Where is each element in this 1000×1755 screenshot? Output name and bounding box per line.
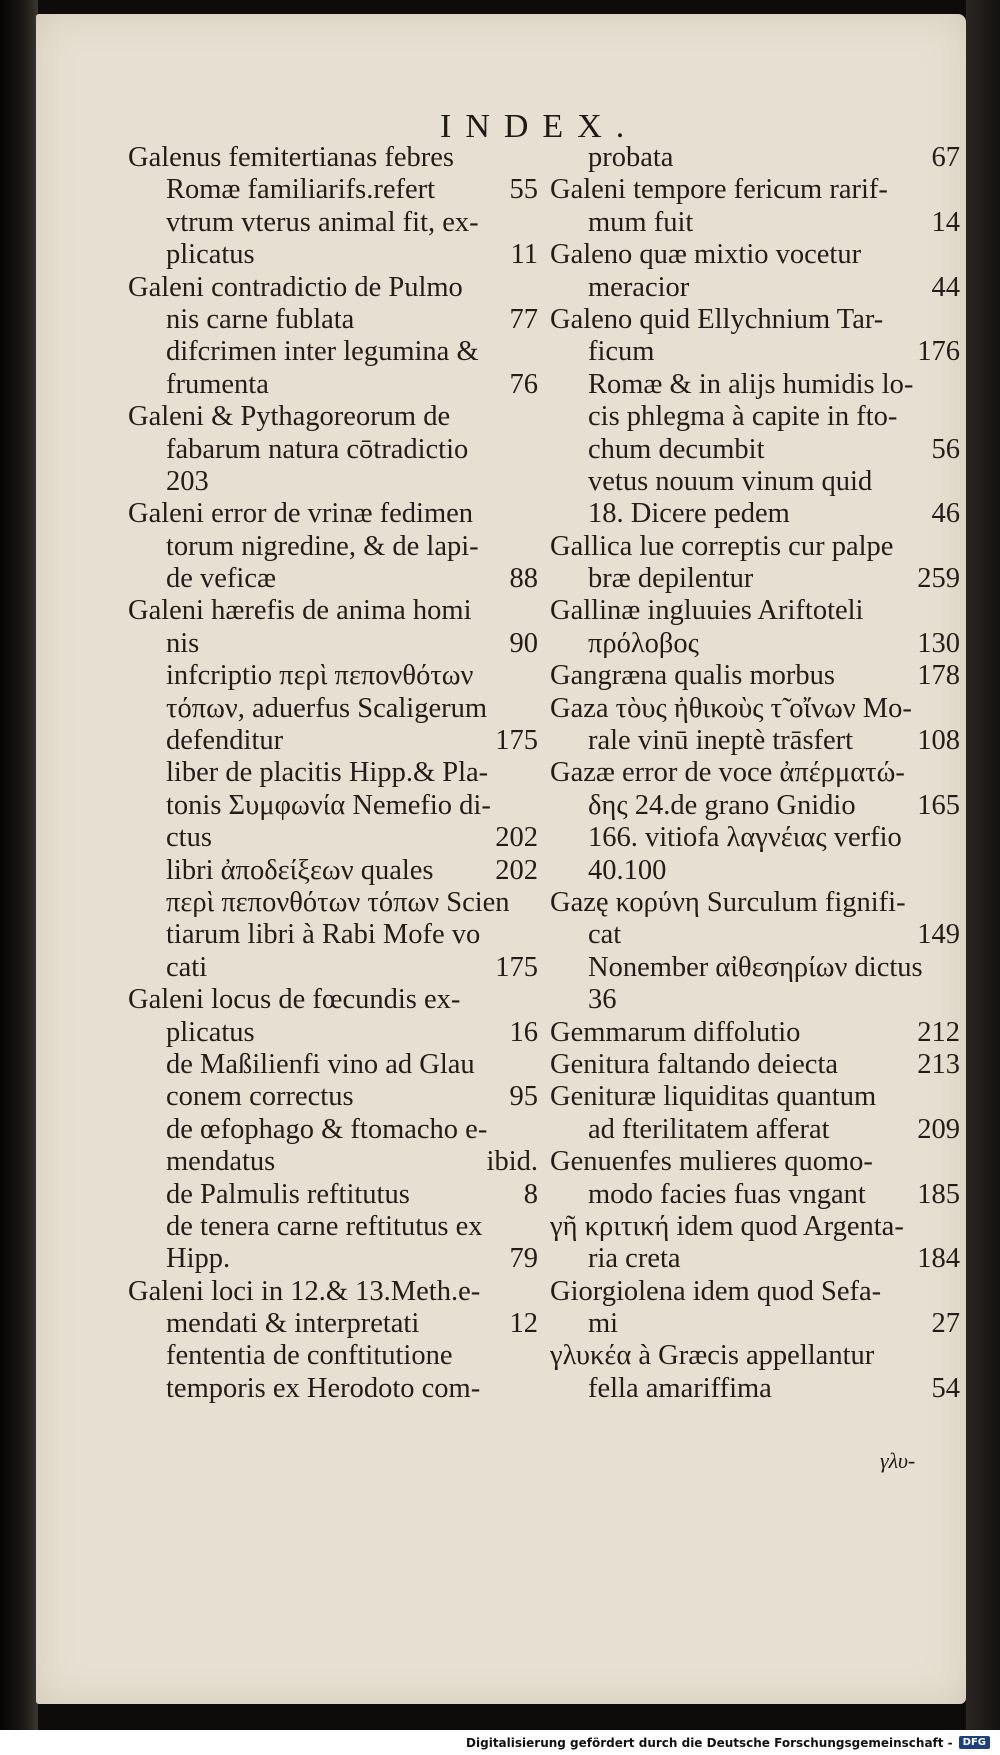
index-entry-text: Galeni & Pythagoreorum de xyxy=(128,401,451,433)
index-entry xyxy=(128,531,538,563)
index-entry xyxy=(550,1243,960,1275)
index-entry xyxy=(550,1179,960,1211)
index-entry-text: cati xyxy=(166,951,208,983)
index-entry-text: cis phlegma à capite in fto- xyxy=(588,401,898,433)
index-entry-page: 46 xyxy=(931,498,960,530)
index-entry xyxy=(128,887,538,919)
index-entry-text: vetus nouum vinum quid xyxy=(588,465,873,497)
index-entry-text: torum nigredine, & de lapi- xyxy=(166,530,479,562)
index-entry xyxy=(550,919,960,951)
index-entry-text: de Maßilienfi vino ad Glau xyxy=(166,1048,475,1080)
digitization-footer xyxy=(0,1730,1000,1755)
index-entry xyxy=(128,142,538,174)
index-entry-page: 79 xyxy=(509,1243,538,1275)
index-entry xyxy=(128,174,538,206)
index-entry-text: tonis Συμφωνία Nemefio di- xyxy=(166,789,491,821)
index-entry xyxy=(128,272,538,304)
index-entry-text: nis carne fublata xyxy=(166,303,355,335)
index-entry xyxy=(550,1340,960,1372)
index-entry xyxy=(128,207,538,239)
index-entry-text: Galeni contradictio de Pulmo xyxy=(128,271,463,303)
index-entry-page: 212 xyxy=(917,1016,960,1048)
index-entry xyxy=(128,336,538,368)
index-entry xyxy=(550,822,960,854)
index-entry-text: libri ἀποδείξεων quales xyxy=(166,854,434,886)
index-entry-text: chum decumbit xyxy=(588,433,765,465)
index-entry-page: 11 xyxy=(510,239,538,271)
index-entry-text: Galeni hærefis de anima homi xyxy=(128,595,472,627)
index-entry-text: Galeni loci in 12.& 13.Meth.e- xyxy=(128,1275,481,1307)
index-entry xyxy=(128,855,538,887)
index-entry-text: Galeno quid Ellychnium Tar- xyxy=(550,303,884,335)
index-entry-text: fabarum natura cōtradictio xyxy=(166,433,469,465)
index-entry xyxy=(128,660,538,692)
index-entry-text: defenditur xyxy=(166,725,284,757)
index-entry xyxy=(550,1211,960,1243)
index-entry-page: 12 xyxy=(509,1308,538,1340)
index-entry xyxy=(128,498,538,530)
index-entry-text: ficum xyxy=(588,336,655,368)
index-entry-page: 67 xyxy=(931,142,960,173)
index-entry-text: 36 xyxy=(588,984,617,1016)
index-entry-text: conem correctus xyxy=(166,1081,354,1113)
index-entry-text: Genitura faltando deiecta xyxy=(550,1048,839,1080)
index-entry-text: ria creta xyxy=(588,1243,681,1275)
index-entry-text: Galenus femitertianas febres xyxy=(128,142,455,173)
index-entry xyxy=(128,1146,538,1178)
index-entry-text: bræ depilentur xyxy=(588,563,754,595)
index-entry xyxy=(550,984,960,1016)
index-entry-text: Gaza τὸυς ἠθικοὺς τ̃ οἴνων Mo- xyxy=(550,692,912,724)
index-entry-text: Gazę κορύνη Surculum fignifi- xyxy=(550,886,906,918)
index-entry-page: 88 xyxy=(509,563,538,595)
index-entry xyxy=(128,401,538,433)
index-entry-text: modo facies fuas vngant xyxy=(588,1178,866,1210)
index-entry-text: vtrum vterus animal fit, ex- xyxy=(166,206,479,238)
index-entry-text: Genuenfes mulieres quomo- xyxy=(550,1146,873,1178)
index-column-right xyxy=(550,142,960,1405)
index-entry-page: 76 xyxy=(509,368,538,400)
index-entry xyxy=(550,531,960,563)
index-entry-page: 14 xyxy=(931,206,960,238)
index-entry-text: mi xyxy=(588,1308,619,1340)
index-entry-text: Galeno quæ mixtio vocetur xyxy=(550,239,862,271)
index-entry-text: fententia de conftitutione xyxy=(166,1340,453,1372)
index-entry xyxy=(128,1049,538,1081)
index-entry-text: plicatus xyxy=(166,239,255,271)
index-entry-text: Galeni tempore fericum rarif- xyxy=(550,174,888,206)
index-entry xyxy=(128,984,538,1016)
index-entry xyxy=(128,693,538,725)
index-entry-text: Nonember αἰθεσηρίων dictus xyxy=(588,951,923,983)
index-entry xyxy=(550,887,960,919)
index-entry-page: 44 xyxy=(931,271,960,303)
index-entry-text: δης 24.de grano Gnidio xyxy=(588,789,856,821)
index-entry-text: de tenera carne reftitutus ex xyxy=(166,1210,483,1242)
index-entry xyxy=(550,1276,960,1308)
index-entry-page: 184 xyxy=(917,1243,960,1275)
index-entry xyxy=(128,304,538,336)
page-edge-shadow xyxy=(966,0,1000,1730)
index-entry-page: ibid. xyxy=(486,1146,538,1178)
index-entry-text: περὶ πεπονθότων τόπων Scien xyxy=(166,886,510,918)
index-entry-page: 130 xyxy=(917,627,960,659)
index-entry xyxy=(550,628,960,660)
index-entry-text: 166. vitiofa λαγνέιας verfio xyxy=(588,822,902,854)
index-entry-text: plicatus xyxy=(166,1016,255,1048)
index-entry-text: Genituræ liquiditas quantum xyxy=(550,1081,877,1113)
index-entry xyxy=(128,369,538,401)
index-entry-page: 202 xyxy=(495,822,538,854)
index-entry xyxy=(128,1179,538,1211)
index-entry-text: mum fuit xyxy=(588,206,694,238)
index-entry-text: Romæ & in alijs humidis lo- xyxy=(588,368,914,400)
index-entry-text: 40.100 xyxy=(588,854,667,886)
index-entry xyxy=(128,1373,538,1405)
index-entry-text: Gallica lue correptis cur palpe xyxy=(550,530,894,562)
index-entry xyxy=(550,207,960,239)
index-entry-text: difcrimen inter legumina & xyxy=(166,336,479,368)
index-entry-text: tiarum libri à Rabi Mofe vo xyxy=(166,919,481,951)
index-entry-text: Giorgiolena idem quod Sefa- xyxy=(550,1275,882,1307)
index-entry xyxy=(128,434,538,466)
index-entry xyxy=(128,1081,538,1113)
index-entry-text: Galeni locus de fœcundis ex- xyxy=(128,984,461,1016)
index-entry-text: ad fterilitatem afferat xyxy=(588,1113,830,1145)
index-entry-page: 178 xyxy=(917,660,960,692)
index-entry-text: Gangræna qualis morbus xyxy=(550,660,835,692)
index-entry xyxy=(550,336,960,368)
index-entry-text: liber de placitis Hipp.& Pla- xyxy=(166,757,489,789)
index-entry-text: ctus xyxy=(166,822,212,854)
index-entry-page: 108 xyxy=(917,725,960,757)
index-entry-text: Galeni error de vrinæ fedimen xyxy=(128,498,474,530)
index-entry-text: frumenta xyxy=(166,368,269,400)
index-entry xyxy=(550,855,960,887)
index-entry xyxy=(550,1146,960,1178)
index-entry xyxy=(128,1340,538,1372)
index-entry xyxy=(550,1017,960,1049)
index-entry xyxy=(128,919,538,951)
index-entry-text: probata xyxy=(588,142,674,173)
index-entry xyxy=(550,952,960,984)
index-entry xyxy=(550,563,960,595)
index-entry-text: infcriptio περὶ πεπονθότων xyxy=(166,660,474,692)
index-entry-text: meracior xyxy=(588,271,690,303)
index-entry-page: 54 xyxy=(931,1372,960,1404)
index-entry-page: 202 xyxy=(495,854,538,886)
index-entry-text: mendatus xyxy=(166,1146,276,1178)
index-entry-text: rale vinū ineptè trāsfert xyxy=(588,725,854,757)
index-entry-text: Romæ familiarifs.refert xyxy=(166,174,436,206)
index-entry xyxy=(550,1114,960,1146)
index-entry xyxy=(128,952,538,984)
index-entry xyxy=(128,1211,538,1243)
index-entry-text: γῆ κριτική idem quod Argenta- xyxy=(550,1210,904,1242)
index-entry xyxy=(128,1017,538,1049)
index-entry-text: Gallinæ ingluuies Ariftoteli xyxy=(550,595,864,627)
index-entry xyxy=(550,498,960,530)
index-entry xyxy=(128,466,538,498)
index-entry-text: Gazæ error de voce ἀπέρματώ- xyxy=(550,757,905,789)
index-entry xyxy=(550,239,960,271)
index-entry-text: temporis ex Herodoto com- xyxy=(166,1372,481,1404)
index-entry-page: 185 xyxy=(917,1178,960,1210)
index-entry-page: 259 xyxy=(917,563,960,595)
index-entry-page: 175 xyxy=(495,725,538,757)
footer-credit-text: Digitalisierung gefördert durch die Deutsche Forschungsgemeinschaft - xyxy=(466,1735,953,1750)
page-header-title: INDEX. xyxy=(440,108,639,145)
index-entry-text: de œfophago & ftomacho e- xyxy=(166,1113,488,1145)
index-entry xyxy=(550,174,960,206)
index-entry xyxy=(550,1049,960,1081)
index-entry xyxy=(550,757,960,789)
index-entry xyxy=(550,401,960,433)
index-entry-page: 55 xyxy=(509,174,538,206)
index-entry xyxy=(128,595,538,627)
index-entry xyxy=(550,790,960,822)
index-entry xyxy=(128,822,538,854)
index-entry-text: cat xyxy=(588,919,622,951)
index-entry xyxy=(550,142,960,174)
index-entry-text: fella amariffima xyxy=(588,1372,772,1404)
index-entry-text: Gemmarum diffolutio xyxy=(550,1016,801,1048)
index-entry xyxy=(550,693,960,725)
index-entry xyxy=(128,1308,538,1340)
index-entry-text: γλυκέα à Græcis appellantur xyxy=(550,1340,875,1372)
index-entry xyxy=(550,1308,960,1340)
index-entry xyxy=(550,1081,960,1113)
index-entry-text: Hipp. xyxy=(166,1243,231,1275)
index-entry-page: 175 xyxy=(495,951,538,983)
index-entry xyxy=(128,1276,538,1308)
index-entry-text: πρόλοβος xyxy=(588,627,699,659)
index-entry xyxy=(550,725,960,757)
catchword: γλυ- xyxy=(880,1448,916,1473)
index-entry-text: 203 xyxy=(166,465,209,497)
index-entry xyxy=(128,757,538,789)
index-entry-page: 176 xyxy=(917,336,960,368)
index-entry xyxy=(128,790,538,822)
dfg-logo: DFG xyxy=(959,1736,990,1749)
index-entry-page: 209 xyxy=(917,1113,960,1145)
index-entry-page: 149 xyxy=(917,919,960,951)
index-entry xyxy=(550,434,960,466)
index-entry-page: 90 xyxy=(509,627,538,659)
index-entry-page: 165 xyxy=(917,789,960,821)
index-entry-page: 56 xyxy=(931,433,960,465)
index-entry-page: 213 xyxy=(917,1048,960,1080)
index-entry xyxy=(128,1243,538,1275)
index-entry xyxy=(550,304,960,336)
index-entry-text: de Palmulis reftitutus xyxy=(166,1178,410,1210)
index-entry-text: nis xyxy=(166,627,200,659)
index-entry-text: τόπων, aduerfus Scaligerum xyxy=(166,692,488,724)
index-entry-page: 27 xyxy=(931,1308,960,1340)
index-entry xyxy=(550,660,960,692)
index-entry-text: mendati & interpretati xyxy=(166,1308,420,1340)
index-entry-page: 95 xyxy=(509,1081,538,1113)
index-entry xyxy=(550,369,960,401)
index-entry-text: de veficæ xyxy=(166,563,276,595)
index-entry-page: 8 xyxy=(523,1178,538,1210)
index-entry xyxy=(550,466,960,498)
index-entry xyxy=(128,628,538,660)
index-entry xyxy=(128,563,538,595)
book-spine-shadow xyxy=(0,0,38,1730)
index-entry xyxy=(550,272,960,304)
index-entry-text: 18. Dicere pedem xyxy=(588,498,790,530)
index-entry xyxy=(128,725,538,757)
index-entry-page: 77 xyxy=(509,303,538,335)
index-column-left xyxy=(128,142,538,1405)
index-entry-page: 16 xyxy=(509,1016,538,1048)
index-entry xyxy=(550,595,960,627)
index-entry xyxy=(550,1373,960,1405)
index-entry xyxy=(128,239,538,271)
index-entry xyxy=(128,1114,538,1146)
